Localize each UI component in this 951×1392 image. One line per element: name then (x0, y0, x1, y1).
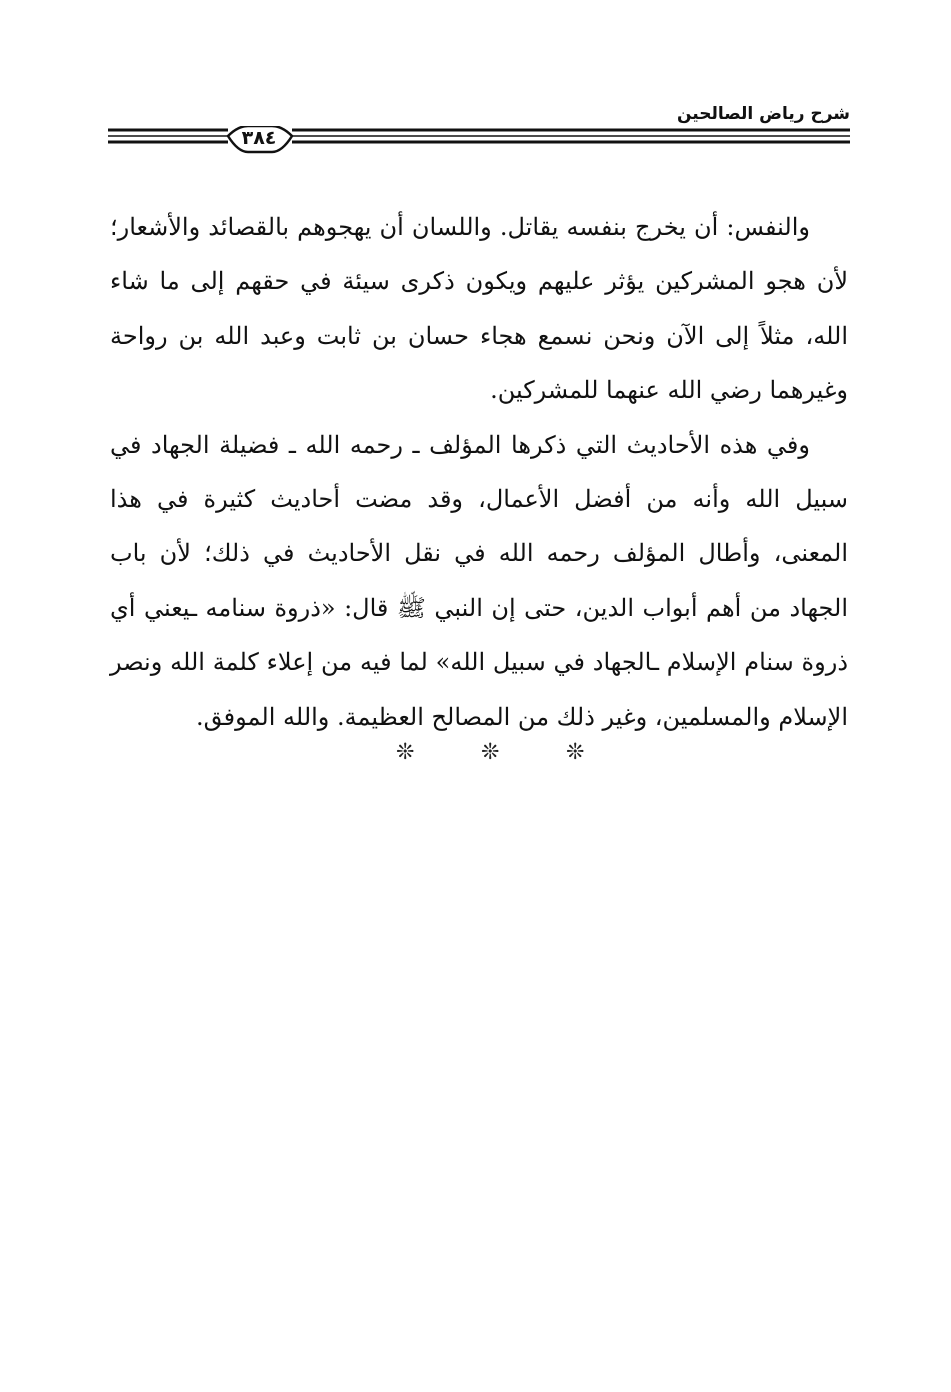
ornament-star-icon: ❊ (396, 740, 415, 765)
section-divider (0, 738, 951, 778)
body-text (110, 200, 848, 744)
ornament-star-icon: ❊ (481, 740, 500, 765)
page-number: ٣٨٤ (241, 127, 277, 149)
running-title: شرح رياض الصالحين (676, 104, 850, 124)
paragraph-1: والنفس: أن يخرج بنفسه يقاتل. واللسان أن يهجوهم بالقصائد والأشعار؛ لأن هجو المشركين يؤثر عليهم ويكون ذكرى سيئة في حقهم إلى ما شاء الله، مثلاً إلى الآن ونحن نسمع هجاء حسان بن ثابت وعبد الله بن رواحة وغيرهما رضي الله عنهما للمشركين. (110, 213, 848, 405)
paragraph-2: وفي هذه الأحاديث التي ذكرها المؤلف ـ رحمه الله ـ فضيلة الجهاد في سبيل الله وأنه من أفضل الأعمال، وقد مضت أحاديث كثيرة في هذا المعنى، وأطال المؤلف رحمه الله في نقل الأحاديث في ذلك؛ لأن باب الجهاد من أهم أبواب الدين، حتى إن النبي ﷺ قال: «ذروة سنامه ـيعني أي ذروة سنام الإسلام ـالجهاد في سبيل الله» لما فيه من إعلاء كلمة الله ونصر الإسلام والمسلمين، وغير ذلك من المصالح العظيمة. والله الموفق. (110, 430, 848, 731)
page-header (108, 104, 850, 152)
ornament-star-icon: ❊ (566, 740, 585, 765)
